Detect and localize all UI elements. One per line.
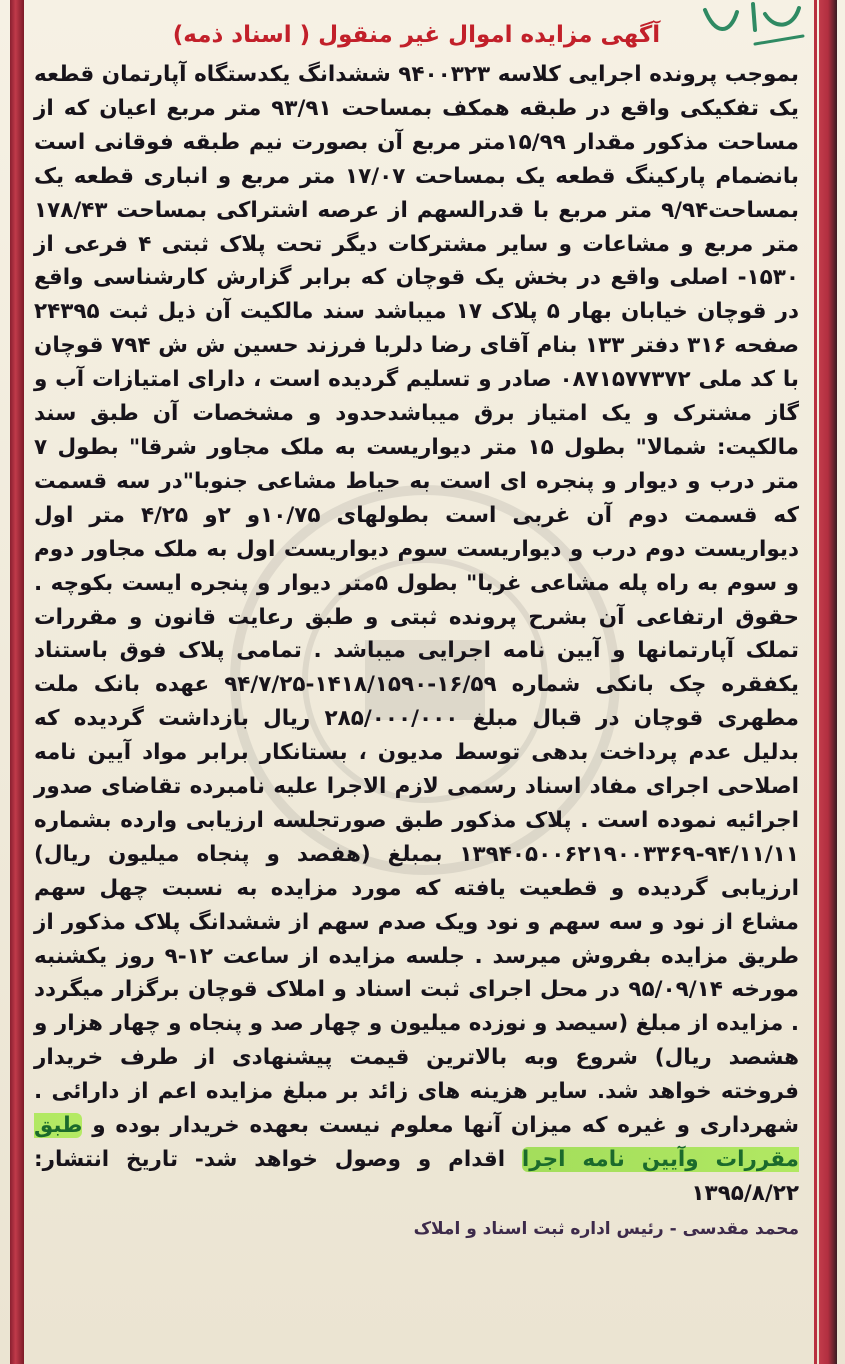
highlighted-phrase: طبق مقررات وآیین نامه اجرا — [34, 1113, 799, 1172]
left-red-border — [10, 0, 24, 1364]
announcement-title: آگهی مزایده اموال غیر منقول ( اسناد ذمه) — [172, 22, 661, 48]
signature-line: محمد مقدسی - رئیس اداره ثبت اسناد و املاک — [413, 1218, 799, 1239]
announcement-body — [34, 58, 799, 1211]
announcement-closing: اقدام و وصول خواهد شد- تاریخ انتشار: ۱۳۹۵/۸/۲۲ — [34, 1147, 799, 1206]
right-inner-border — [814, 0, 817, 1364]
announcement — [34, 22, 799, 1239]
right-red-border — [819, 0, 837, 1364]
announcement-body-text: بموجب پرونده اجرایی کلاسه ۹۴۰۰۳۲۳ ششدانگ یکدستگاه آپارتمان قطعه یک تفکیکی واقع در طبقه همکف بمساحت ۹۳/۹۱ متر مربع اعیان که از مساحت مذکور مقدار ۱۵/۹۹متر مربع آن بصورت نیم طبقه فوقانی است بانضمام پارکینگ قطعه یک بمساحت ۱۷/۰۷ متر مربع و انباری قطعه یک بمساحت۹/۹۴ متر مربع با قدرالسهم از عرصه اشتراکی بمساحت ۱۷۸/۴۳ متر مربع و مشاعات و سایر مشترکات دیگر تحت پلاک ثبتی ۴ فرعی از ۱۵۳۰- اصلی واقع در بخش یک قوچان که برابر گزارش کارشناسی واقع در قوچان خیابان بهار ۵ پلاک ۱۷ میباشد سند مالکیت آن ذیل ثبت ۲۴۳۹۵ صفحه ۳۱۶ دفتر ۱۳۳ بنام آقای رضا دلربا فرزند حسین ش ش ۷۹۴ قوچان با کد ملی ۰۸۷۱۵۷۷۳۷۲ صادر و تسلیم گردیده است ، دارای امتیازات آب و گاز مشترک و یک امتیاز برق میباشدحدود و مشخصات آن طبق سند مالکیت: شمالا" بطول ۱۵ متر دیواریست به ملک مجاور شرقا" بطول ۷ متر درب و دیوار و پنجره ای است به حیاط مشاعی جنوبا"در سه قسمت که قسمت دوم آن غربی است بطولهای ۱۰/۷۵و ۲و ۴/۲۵ متر اول دیواریست دوم درب و دیواریست سوم دیواریست اول به ملک مجاور دوم و سوم به راه پله مشاعی غربا" بطول ۵متر دیوار و پنجره ایست بکوچه . حقوق ارتفاعی آن بشرح پرونده ثبتی و طبق رعایت قانون و مقررات تملک آپارتمانها و آیین نامه اجرایی میباشد . تمامی پلاک فوق باستناد یکفقره چک بانکی شماره ۱۶/۵۹-۱۴۱۸/۱۵۹۰-۹۴/۷/۲۵ عهده بانک ملت مطهری قوچان در قبال مبلغ ۲۸۵/۰۰۰/۰۰۰ ریال بازداشت گردیده که بدلیل عدم پرداخت بدهی توسط مدیون ، بستانکار برابر مواد آیین نامه اصلاحی اجرای مفاد اسناد رسمی لازم الاجرا علیه نامبرده تقاضای صدور اجرائیه نموده است . پلاک مذکور طبق صورتجلسه ارزیابی وارده بشماره ۹۴/۱۱/۱۱-۱۳۹۴۰۵۰۰۶۲۱۹۰۰۳۳۶۹ بمبلغ (هفصد و پنجاه میلیون ریال) ارزیابی گردیده و قطعیت یافته که مورد مزایده به نسبت چهل سهم مشاع از نود و سه سهم و نود ویک صدم سهم از ششدانگ پلاک مذکور از طریق مزایده بفروش میرسد . جلسه مزایده از ساعت ۱۲-۹ روز یکشنبه مورخه ۹۵/۰۹/۱۴ در محل اجرای ثبت اسناد و املاک قوچان برگزار میگردد . مزایده از مبلغ (سیصد و نوزده میلیون و چهار صد و پنجاه و چهار هزار و هشصد ریال) شروع وبه بالاترین قیمت پیشنهادی از طرف خریدار فروخته خواهد شد. سایر هزینه های زائد بر مبلغ مزایده اعم از دارائی . شهرداری و غیره که میزان آنها معلوم نیست بعهده خریدار بوده و — [34, 62, 800, 1139]
